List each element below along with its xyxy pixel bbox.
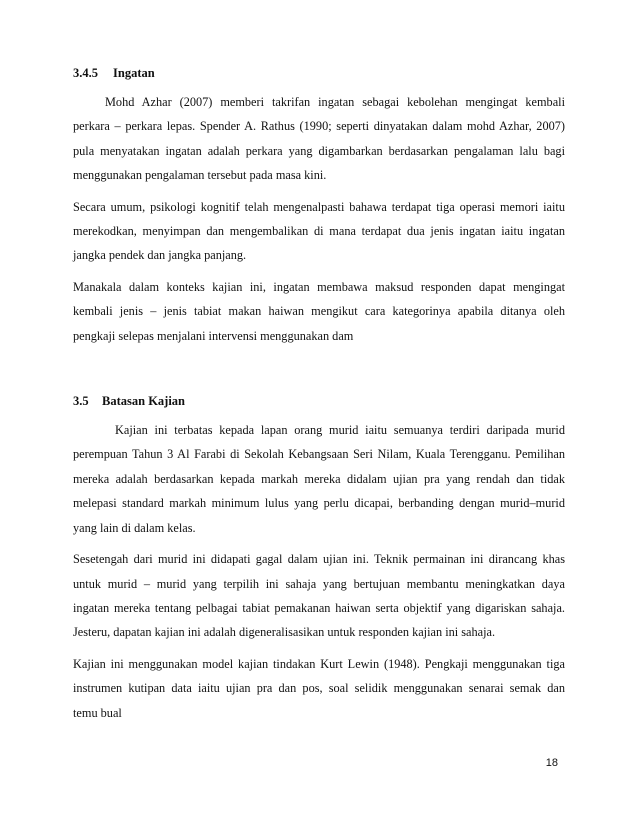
section-heading-batasan-kajian [73, 392, 565, 410]
text-line: pengkaji selepas menjalani intervensi menggunakan dam [73, 328, 354, 343]
text-line: ingatan mereka tentang pelbagai tabiat pemakanan haiwan serta objektif yang digariskan sahaja. [73, 600, 565, 615]
text-line: melepasi standard markah minimum lulus yang perlu dicapai, berbanding dengan murid–murid [73, 496, 565, 511]
text-line: yang lain di dalam kelas. [73, 520, 196, 535]
text-line: Mohd Azhar (2007) memberi takrifan ingatan sebagai kebolehan mengingat kembali [105, 95, 565, 109]
text-line: untuk murid – murid yang terpilih ini sahaja yang bertujuan membantu meningkatkan daya [73, 576, 565, 591]
text-line: Manakala dalam konteks kajian ini, ingatan membawa maksud responden dapat mengingat [73, 279, 565, 294]
text-line: pula menyatakan ingatan adalah perkara yang digambarkan berdasarkan pengalaman lalu bagi [73, 143, 565, 158]
text-line: jangka pendek dan jangka panjang. [73, 248, 247, 263]
text-line: perempuan Tahun 3 Al Farabi di Sekolah Kebangsaan Seri Nilam, Kuala Terengganu. Pemilihan [73, 447, 565, 462]
text-line: Kajian ini terbatas kepada lapan orang murid iaitu semuanya terdiri daripada murid [115, 423, 565, 438]
paragraph [73, 547, 565, 645]
paragraph [73, 652, 565, 725]
paragraph [73, 418, 565, 540]
text-line: menggunakan pengalaman tersebut pada masa kini. [73, 168, 327, 183]
paragraph [73, 195, 565, 268]
text-line: Jesteru, dapatan kajian ini adalah digeneralisasikan untuk responden kajian ini sahaja. [73, 625, 496, 640]
text-line: merekodkan, menyimpan dan mengembalikan di mana terdapat dua jenis ingatan iaitu ingatan [73, 224, 565, 239]
section-title: Ingatan [113, 66, 155, 80]
paragraph [73, 90, 565, 188]
text-line: Sesetengah dari murid ini didapati gagal dalam ujian ini. Teknik permainan ini dirancang khas [73, 552, 565, 567]
section-number: 3.4.5 [73, 66, 98, 80]
text-line: mereka adalah berdasarkan kepada markah mereka didalam ujian pra yang rendah dan tidak [73, 471, 565, 486]
page-number: 18 [545, 757, 558, 769]
text-line: instrumen kutipan data iaitu ujian pra dan pos, soal selidik menggunakan senarai semak dan [73, 681, 565, 696]
section-title: Batasan Kajian [102, 394, 186, 409]
text-line: Kajian ini menggunakan model kajian tindakan Kurt Lewin (1948). Pengkaji menggunakan tiga [73, 656, 565, 671]
text-line: temu bual [73, 705, 122, 720]
text-line: kembali jenis – jenis tabiat makan haiwan mengikut cara kategorinya apabila ditanya oleh [73, 304, 565, 319]
text-line: perkara – perkara lepas. Spender A. Rathus (1990; seperti dinyatakan dalam mohd Azhar, 2007) [73, 119, 565, 134]
text-line: Secara umum, psikologi kognitif telah mengenalpasti bahawa terdapat tiga operasi memori iaitu [73, 199, 565, 214]
page-content [73, 64, 565, 725]
section-heading-ingatan [73, 64, 565, 82]
paragraph [73, 275, 565, 348]
section-number: 3.5 [73, 394, 89, 409]
